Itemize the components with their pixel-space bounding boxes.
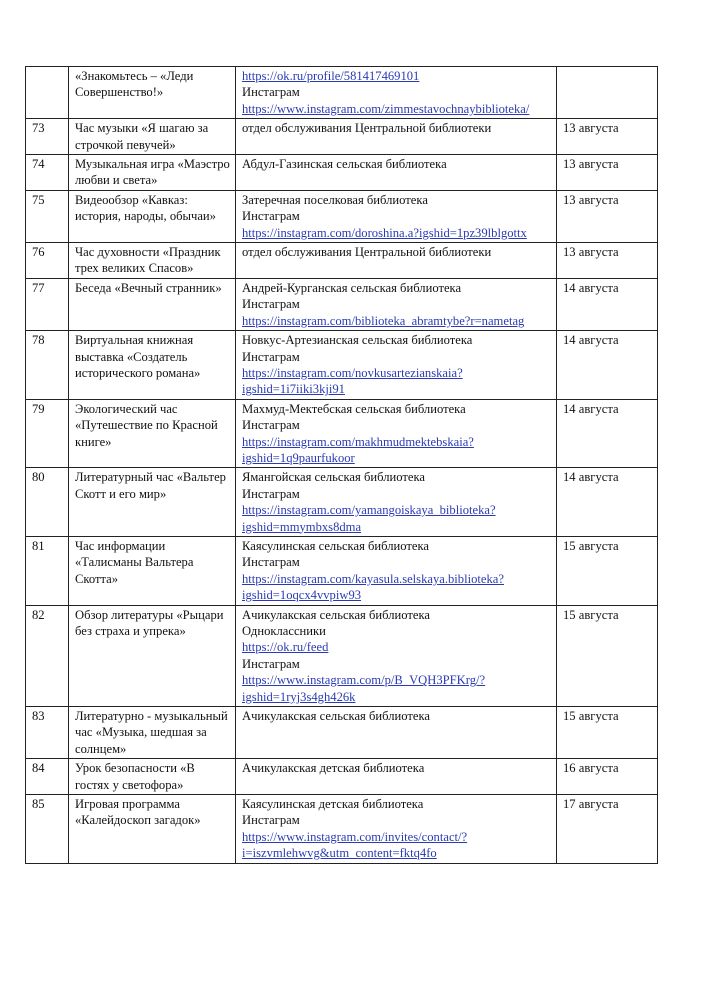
event-title: Игровая программа «Калейдоскоп загадок» xyxy=(69,795,236,864)
venue-text: Инстаграм xyxy=(242,209,300,224)
venue-link[interactable]: https://instagram.com/doroshina.a?igshid=1pz39lblgottx xyxy=(242,225,527,240)
event-date: 14 августа xyxy=(557,468,658,537)
event-date xyxy=(557,67,658,119)
table-row xyxy=(26,759,658,795)
venue-text: Ачикулакская сельская библиотека xyxy=(242,709,430,724)
event-title: Литературно - музыкальный час «Музыка, шедшая за солнцем» xyxy=(69,707,236,759)
event-venue xyxy=(236,707,557,759)
table-row xyxy=(26,536,658,605)
row-number: 80 xyxy=(26,468,69,537)
row-number: 85 xyxy=(26,795,69,864)
event-title: «Знакомьтесь – «Леди Совершенство!» xyxy=(69,67,236,119)
table-row xyxy=(26,243,658,279)
event-title: Экологический час «Путешествие по Красной книге» xyxy=(69,399,236,468)
event-venue xyxy=(236,759,557,795)
event-title: Час музыки «Я шагаю за строчкой певучей» xyxy=(69,119,236,155)
venue-link[interactable]: https://www.instagram.com/zimmestavochnaybiblioteka/ xyxy=(242,101,530,116)
venue-text: Ачикулакская сельская библиотека xyxy=(242,607,430,622)
venue-text: Абдул-Газинская сельская библиотека xyxy=(242,157,447,172)
row-number: 84 xyxy=(26,759,69,795)
venue-link[interactable]: https://ok.ru/feed xyxy=(242,640,329,655)
event-date: 13 августа xyxy=(557,119,658,155)
venue-link[interactable]: https://www.instagram.com/invites/contact/?i=iszvmlehwvg&utm_content=fktq4fo xyxy=(242,829,468,861)
venue-text: Каясулинская детская библиотека xyxy=(242,797,424,812)
row-number: 74 xyxy=(26,155,69,191)
venue-text: Инстаграм xyxy=(242,349,300,364)
venue-text: Инстаграм xyxy=(242,656,300,671)
event-venue xyxy=(236,155,557,191)
event-title: Обзор литературы «Рыцари без страха и упрека» xyxy=(69,605,236,706)
venue-text: отдел обслуживания Центральной библиотеки xyxy=(242,245,492,260)
row-number: 78 xyxy=(26,331,69,400)
event-venue xyxy=(236,399,557,468)
table-row xyxy=(26,155,658,191)
table-row xyxy=(26,67,658,119)
event-venue xyxy=(236,190,557,242)
event-date: 13 августа xyxy=(557,190,658,242)
venue-link[interactable]: https://www.instagram.com/p/B_VQH3PFKrg/?igshid=1ryj3s4gh426k xyxy=(242,673,486,704)
venue-text: Новкус-Артезианская сельская библиотека xyxy=(242,333,473,348)
event-venue xyxy=(236,468,557,537)
venue-text: Ачикулакская детская библиотека xyxy=(242,761,425,776)
table-row xyxy=(26,795,658,864)
events-table-body xyxy=(26,67,658,864)
venue-text: Инстаграм xyxy=(242,813,300,828)
event-title: Час духовности «Праздник трех великих Спасов» xyxy=(69,243,236,279)
venue-text: Ямангойская сельская библиотека xyxy=(242,470,425,485)
table-row xyxy=(26,278,658,330)
row-number xyxy=(26,67,69,119)
venue-link[interactable]: https://instagram.com/kayasula.selskaya.biblioteka?igshid=1oqcx4vvpiw93 xyxy=(242,571,504,603)
table-row xyxy=(26,119,658,155)
event-venue xyxy=(236,278,557,330)
event-date: 15 августа xyxy=(557,707,658,759)
event-date: 15 августа xyxy=(557,605,658,706)
venue-text: Каясулинская сельская библиотека xyxy=(242,538,430,553)
event-date: 14 августа xyxy=(557,399,658,468)
event-date: 17 августа xyxy=(557,795,658,864)
events-table xyxy=(25,66,658,864)
row-number: 75 xyxy=(26,190,69,242)
event-date: 14 августа xyxy=(557,331,658,400)
event-venue xyxy=(236,67,557,119)
table-row xyxy=(26,707,658,759)
venue-text: отдел обслуживания Центральной библиотеки xyxy=(242,121,492,136)
event-title: Беседа «Вечный странник» xyxy=(69,278,236,330)
row-number: 76 xyxy=(26,243,69,279)
event-venue xyxy=(236,605,557,706)
table-row xyxy=(26,190,658,242)
venue-link[interactable]: https://instagram.com/makhmudmektebskaia?igshid=1q9paurfukoor xyxy=(242,434,474,465)
event-venue xyxy=(236,119,557,155)
event-venue xyxy=(236,536,557,605)
event-title: Литературный час «Вальтер Скотт и его мир» xyxy=(69,468,236,537)
venue-text: Инстаграм xyxy=(242,555,300,570)
event-date: 13 августа xyxy=(557,155,658,191)
event-date: 15 августа xyxy=(557,536,658,605)
venue-text: Одноклассники xyxy=(242,624,326,638)
event-title: Урок безопасности «В гостях у светофора» xyxy=(69,759,236,795)
event-date: 13 августа xyxy=(557,243,658,279)
event-title: Час информации «Талисманы Вальтера Скотта» xyxy=(69,536,236,605)
event-venue xyxy=(236,243,557,279)
venue-text: Махмуд-Мектебская сельская библиотека xyxy=(242,401,466,416)
venue-text: Инстаграм xyxy=(242,85,300,100)
venue-link[interactable]: https://instagram.com/novkusartezianskaia?igshid=1i7iiki3kji91 xyxy=(242,365,463,397)
table-row xyxy=(26,399,658,468)
row-number: 77 xyxy=(26,278,69,330)
venue-link[interactable]: https://instagram.com/biblioteka_abramtybe?r=nametag xyxy=(242,313,525,328)
table-row xyxy=(26,605,658,706)
row-number: 81 xyxy=(26,536,69,605)
event-title: Видеообзор «Кавказ: история, народы, обычаи» xyxy=(69,190,236,242)
venue-text: Инстаграм xyxy=(242,297,300,312)
venue-text: Инстаграм xyxy=(242,418,300,433)
venue-text: Затеречная поселковая библиотека xyxy=(242,192,428,207)
venue-link[interactable]: https://instagram.com/yamangoiskaya_biblioteka?igshid=mmymbxs8dma xyxy=(242,503,496,534)
row-number: 73 xyxy=(26,119,69,155)
venue-link[interactable]: https://ok.ru/profile/581417469101 xyxy=(242,69,420,83)
event-date: 14 августа xyxy=(557,278,658,330)
event-venue xyxy=(236,795,557,864)
row-number: 83 xyxy=(26,707,69,759)
venue-text: Андрей-Курганская сельская библиотека xyxy=(242,280,462,295)
table-row xyxy=(26,331,658,400)
event-venue xyxy=(236,331,557,400)
event-title: Виртуальная книжная выставка «Создатель исторического романа» xyxy=(69,331,236,400)
table-row xyxy=(26,468,658,537)
event-date: 16 августа xyxy=(557,759,658,795)
venue-text: Инстаграм xyxy=(242,486,300,501)
event-title: Музыкальная игра «Маэстро любви и света» xyxy=(69,155,236,191)
row-number: 79 xyxy=(26,399,69,468)
row-number: 82 xyxy=(26,605,69,706)
